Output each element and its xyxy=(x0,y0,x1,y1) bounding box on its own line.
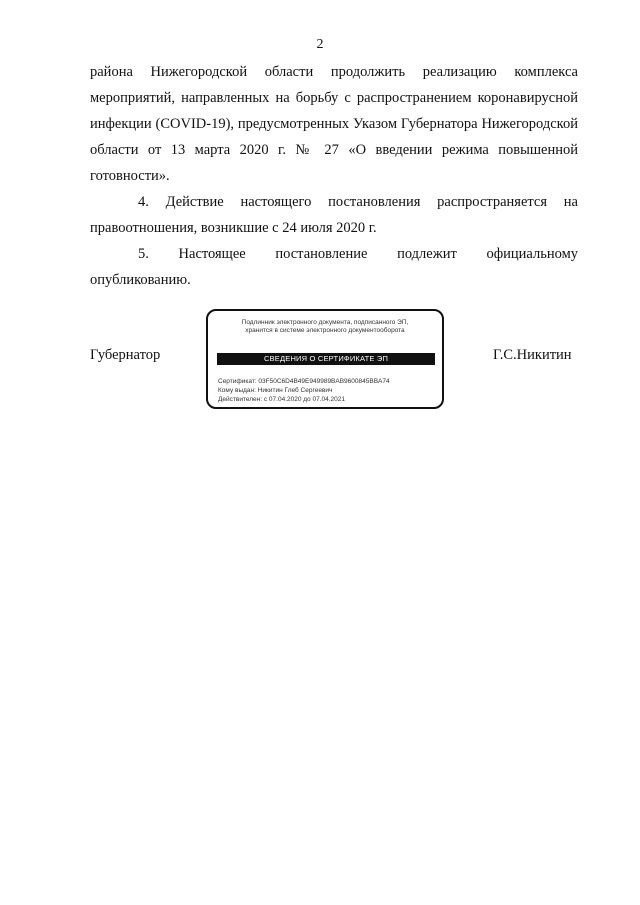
paragraph-continuation: района Нижегородской области продолжить реализацию комплекса мероприятий, направленных на борьбу с распространением коронавирусной инфекции (COVID-19), предусмотренных Указом Губернатора Нижегородской области от 13 марта 2020 г. № 27 «О введении режима повышенной готовности». xyxy=(90,64,578,184)
stamp-note-line2: хранится в системе электронного документооборота xyxy=(245,327,405,334)
page-number: 2 xyxy=(316,37,324,52)
stamp-certificate: Сертификат: 03F50C6D4B49E949989BAB9600845BBA74 xyxy=(218,378,390,385)
stamp-validity: Действителен: с 07.04.2020 до 07.04.2021 xyxy=(218,396,346,403)
document-body xyxy=(90,59,578,293)
stamp-issued-to: Кому выдан: Никитин Глеб Сергеевич xyxy=(218,387,333,394)
signer-title: Губернатор xyxy=(90,347,161,363)
stamp-note-line1: Подлинник электронного документа, подписанного ЭП, xyxy=(241,319,409,326)
stamp-note xyxy=(208,319,442,335)
stamp-header: СВЕДЕНИЯ О СЕРТИФИКАТЕ ЭП xyxy=(217,353,435,365)
paragraph-5: 5. Настоящее постановление подлежит официальному опубликованию. xyxy=(90,246,578,288)
paragraph-4: 4. Действие настоящего постановления распространяется на правоотношения, возникшие с 24 июля 2020 г. xyxy=(90,194,578,236)
signer-name: Г.С.Никитин xyxy=(493,347,572,363)
stamp-details xyxy=(218,377,390,404)
e-signature-stamp xyxy=(206,309,444,409)
